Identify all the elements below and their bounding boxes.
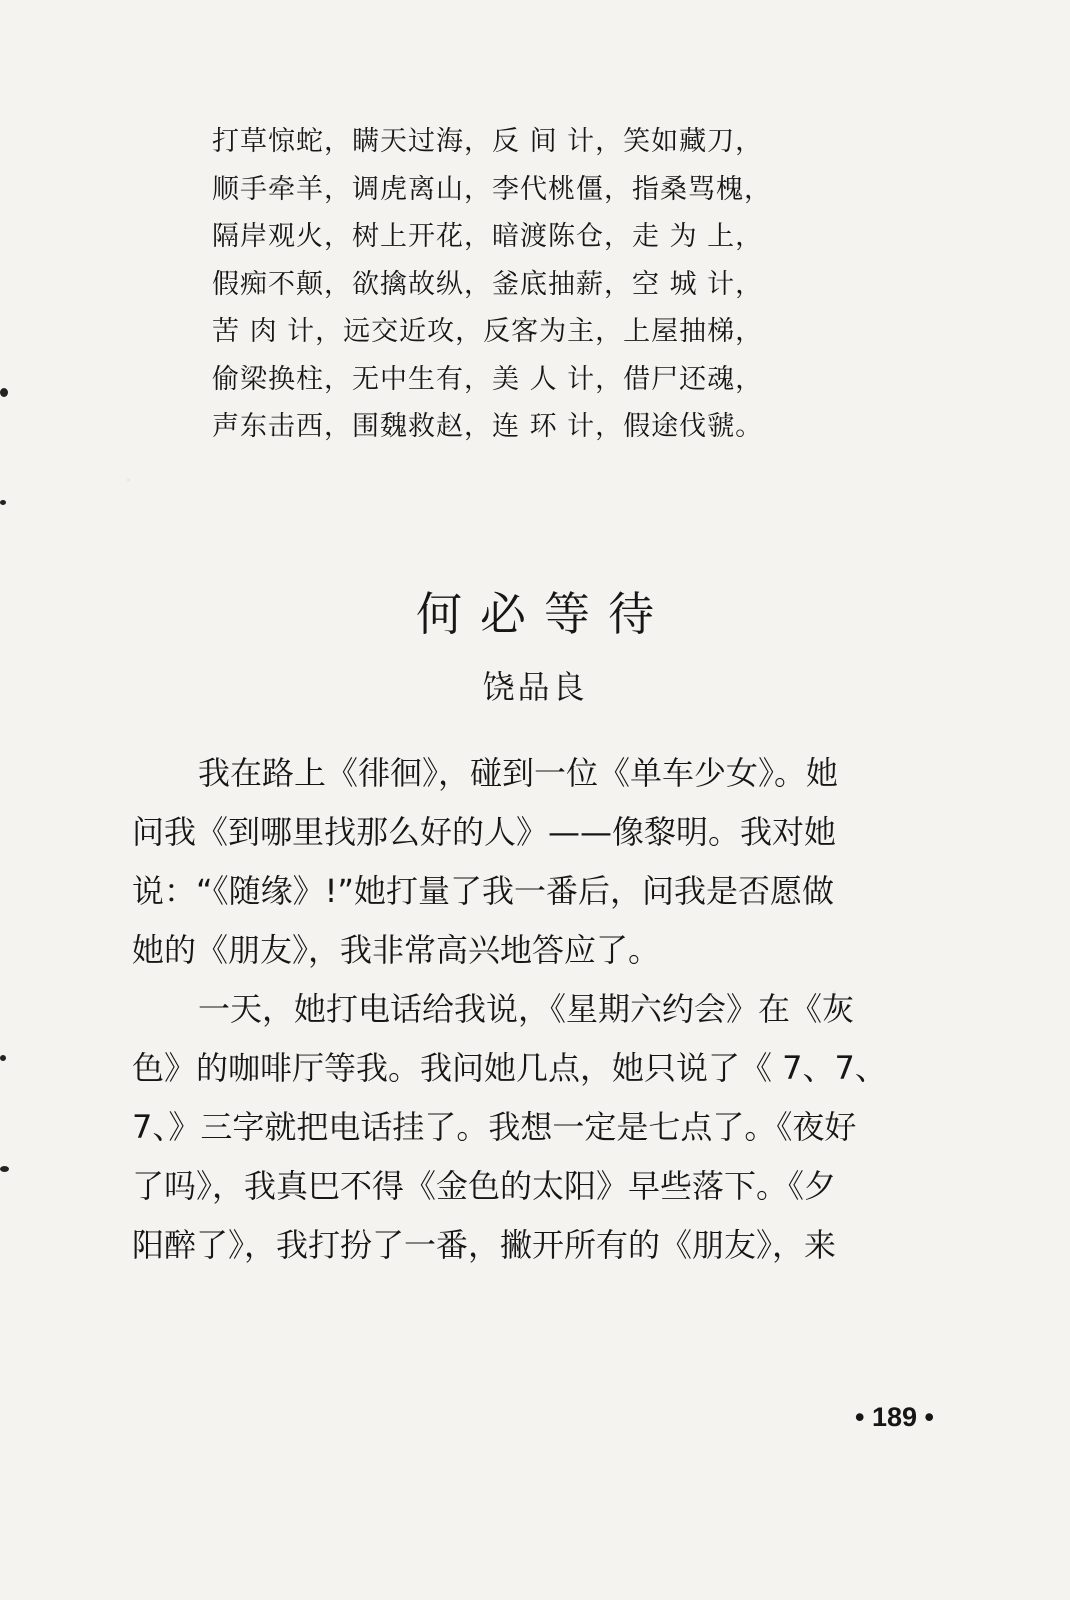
poem-line: 声东击西，围魏救赵，连 环 计，假途伐虢。 <box>212 411 764 442</box>
paragraph-line: 7、》三字就把电话挂了。我想一定是七点了。《夜好 <box>132 1108 857 1146</box>
strategies-poem <box>212 118 852 451</box>
scan-speck <box>0 1055 6 1061</box>
article-title: 何必等待 <box>416 587 672 641</box>
article-author: 饶品良 <box>482 668 588 706</box>
poem-line: 假痴不颠，欲擒故纵，釜底抽薪，空 城 计， <box>212 268 764 300</box>
poem-line: 偷梁换柱，无中生有，美 人 计，借尸还魂， <box>212 363 764 395</box>
scan-speck <box>0 388 8 397</box>
poem-line: 隔岸观火，树上开花，暗渡陈仓，走 为 上， <box>212 221 764 252</box>
page-number: • 189 • <box>855 1402 934 1432</box>
paragraph-line: 阳醉了》，我打扮了一番，撇开所有的《朋友》，来 <box>132 1226 837 1264</box>
paragraph-line: 问我《到哪里找那么好的人》——像黎明。我对她 <box>132 813 837 851</box>
article-body <box>132 744 938 1275</box>
scan-speck <box>0 1166 9 1172</box>
paragraph-line: 说：“《随缘》!”她打量了我一番后，问我是否愿做 <box>132 872 834 910</box>
paragraph-line: 色》的咖啡厅等我。我问她几点，她只说了《 7、7、 <box>132 1049 887 1087</box>
poem-line: 苦 肉 计，远交近攻，反客为主，上屋抽梯， <box>212 316 764 347</box>
scan-speck <box>0 500 6 505</box>
poem-line: 打草惊蛇，瞒天过海，反 间 计，笑如藏刀， <box>212 126 764 157</box>
paragraph-line: 她的《朋友》，我非常高兴地答应了。 <box>132 931 661 969</box>
paragraph-line: 了吗》，我真巴不得《金色的太阳》早些落下。《夕 <box>132 1167 837 1205</box>
paragraph-line: 一天，她打电话给我说，《星期六约会》在《灰 <box>198 990 855 1028</box>
paragraph-line: 我在路上《徘徊》，碰到一位《单车少女》。她 <box>198 754 839 792</box>
poem-line: 顺手牵羊，调虎离山，李代桃僵，指桑骂槐， <box>212 173 772 205</box>
